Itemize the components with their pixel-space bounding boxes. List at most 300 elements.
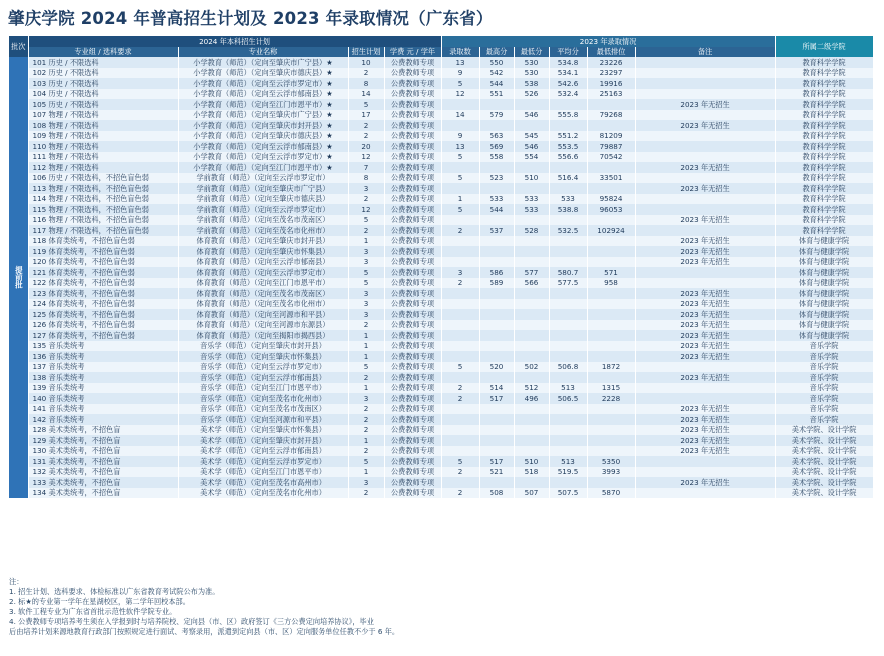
cell-plan: 3 — [348, 288, 384, 299]
table-row — [9, 393, 873, 404]
cell-avg-score: 506.8 — [549, 362, 587, 373]
table-row — [9, 351, 873, 362]
cell-code: 101 历史 / 不限选科 — [28, 57, 178, 68]
cell-plan: 20 — [348, 141, 384, 152]
cell-code: 139 音乐类统考 — [28, 383, 178, 394]
cell-max-score: 523 — [479, 173, 514, 184]
cell-major: 小学教育（师范）（定向至云浮市郁南县）★ — [178, 89, 348, 100]
table-row — [9, 467, 873, 478]
cell-code: 117 物理 / 不限选科，不招色盲色弱 — [28, 225, 178, 236]
table-row — [9, 330, 873, 341]
cell-major: 小学教育（师范）（定向至云浮市郁南县）★ — [178, 141, 348, 152]
cell-admit-count: 3 — [441, 267, 479, 278]
cell-code: 134 美术类统考，不招色盲 — [28, 488, 178, 499]
cell-max-score — [479, 425, 514, 436]
cell-remark — [635, 383, 775, 394]
cell-max-score: 586 — [479, 267, 514, 278]
cell-avg-score: 534.1 — [549, 68, 587, 79]
cell-remark — [635, 57, 775, 68]
cell-max-score: 537 — [479, 225, 514, 236]
cell-plan: 5 — [348, 215, 384, 226]
cell-fee: 公费教师专项 — [384, 173, 441, 184]
cell-plan: 5 — [348, 99, 384, 110]
cell-remark — [635, 225, 775, 236]
table-row — [9, 78, 873, 89]
cell-admit-count: 5 — [441, 152, 479, 163]
cell-avg-score — [549, 236, 587, 247]
cell-fee: 公费教师专项 — [384, 456, 441, 467]
cell-admit-count: 5 — [441, 362, 479, 373]
cell-code: 107 物理 / 不限选科 — [28, 110, 178, 121]
cell-max-score — [479, 341, 514, 352]
cell-fee: 公费教师专项 — [384, 309, 441, 320]
cell-college: 教育科学学院 — [775, 173, 873, 184]
table-body — [9, 57, 873, 498]
header-plan-2024: 2024 年本科招生计划 — [28, 36, 441, 47]
cell-admit-count: 2 — [441, 488, 479, 499]
cell-remark: 2023 年无招生 — [635, 425, 775, 436]
cell-fee: 公费教师专项 — [384, 320, 441, 331]
cell-min-rank — [587, 99, 635, 110]
cell-college: 音乐学院 — [775, 351, 873, 362]
cell-college: 体育与健康学院 — [775, 257, 873, 268]
cell-major: 小学教育（师范）（定向至云浮市罗定市）★ — [178, 152, 348, 163]
table-row — [9, 162, 873, 173]
cell-fee: 公费教师专项 — [384, 299, 441, 310]
table-row — [9, 425, 873, 436]
cell-fee: 公费教师专项 — [384, 446, 441, 457]
cell-code: 127 体育类统考，不招色盲色弱 — [28, 330, 178, 341]
cell-code: 116 物理 / 不限选科，不招色盲色弱 — [28, 215, 178, 226]
cell-college: 美术学院、设计学院 — [775, 425, 873, 436]
cell-min-score — [514, 320, 549, 331]
cell-admit-count: 9 — [441, 131, 479, 142]
cell-max-score — [479, 435, 514, 446]
cell-avg-score: 533 — [549, 194, 587, 205]
cell-admit-count — [441, 414, 479, 425]
cell-plan: 1 — [348, 351, 384, 362]
cell-remark: 2023 年无招生 — [635, 341, 775, 352]
cell-min-score — [514, 120, 549, 131]
cell-avg-score — [549, 404, 587, 415]
cell-min-rank: 102924 — [587, 225, 635, 236]
cell-major: 美术学（师范）（定向至茂名市高州市） — [178, 477, 348, 488]
cell-code: 113 物理 / 不限选科，不招色盲色弱 — [28, 183, 178, 194]
table-row — [9, 267, 873, 278]
cell-major: 学前教育（师范）（定向至云浮市罗定市） — [178, 173, 348, 184]
cell-major: 小学教育（师范）（定向至江门市恩平市）★ — [178, 162, 348, 173]
cell-min-rank — [587, 162, 635, 173]
cell-college: 美术学院、设计学院 — [775, 488, 873, 499]
cell-plan: 2 — [348, 425, 384, 436]
cell-major: 体育教育（师范）（定向至茂名市茂南区） — [178, 288, 348, 299]
cell-college: 体育与健康学院 — [775, 267, 873, 278]
header-avg: 平均分 — [549, 47, 587, 58]
cell-admit-count — [441, 446, 479, 457]
cell-admit-count: 5 — [441, 173, 479, 184]
cell-min-score: 512 — [514, 383, 549, 394]
cell-min-rank: 81209 — [587, 131, 635, 142]
cell-major: 美术学（师范）（定向至云浮市罗定市） — [178, 456, 348, 467]
cell-major: 学前教育（师范）（定向至肇庆市德庆县） — [178, 194, 348, 205]
cell-college: 音乐学院 — [775, 414, 873, 425]
cell-min-score — [514, 236, 549, 247]
cell-max-score — [479, 414, 514, 425]
table-row — [9, 372, 873, 383]
cell-min-rank: 571 — [587, 267, 635, 278]
cell-admit-count — [441, 372, 479, 383]
cell-plan: 12 — [348, 204, 384, 215]
cell-plan: 1 — [348, 467, 384, 478]
cell-max-score — [479, 99, 514, 110]
cell-remark: 2023 年无招生 — [635, 404, 775, 415]
cell-major: 音乐学（师范）（定向至肇庆市封开县） — [178, 341, 348, 352]
cell-major: 音乐学（师范）（定向至云浮市罗定市） — [178, 362, 348, 373]
header-major: 专业名称 — [178, 47, 348, 58]
cell-college: 音乐学院 — [775, 404, 873, 415]
cell-code: 131 美术类统考，不招色盲 — [28, 456, 178, 467]
cell-fee: 公费教师专项 — [384, 68, 441, 79]
cell-code: 126 体育类统考，不招色盲色弱 — [28, 320, 178, 331]
cell-min-rank: 958 — [587, 278, 635, 289]
cell-min-score — [514, 246, 549, 257]
cell-max-score: 514 — [479, 383, 514, 394]
table-row — [9, 89, 873, 100]
cell-min-score: 533 — [514, 194, 549, 205]
cell-min-score — [514, 341, 549, 352]
cell-plan: 17 — [348, 110, 384, 121]
cell-min-score — [514, 404, 549, 415]
cell-remark: 2023 年无招生 — [635, 330, 775, 341]
table-row — [9, 68, 873, 79]
cell-fee: 公费教师专项 — [384, 488, 441, 499]
cell-min-rank: 23226 — [587, 57, 635, 68]
cell-max-score — [479, 215, 514, 226]
cell-fee: 公费教师专项 — [384, 110, 441, 121]
cell-college: 教育科学学院 — [775, 99, 873, 110]
cell-min-score: 496 — [514, 393, 549, 404]
cell-remark: 2023 年无招生 — [635, 183, 775, 194]
cell-fee: 公费教师专项 — [384, 362, 441, 373]
cell-admit-count — [441, 320, 479, 331]
table-row — [9, 362, 873, 373]
cell-remark: 2023 年无招生 — [635, 351, 775, 362]
note-line: 1. 招生计划、选科要求、体检标准以广东省教育考试院公布为准。 — [9, 587, 220, 596]
cell-fee: 公费教师专项 — [384, 257, 441, 268]
cell-avg-score — [549, 330, 587, 341]
cell-remark: 2023 年无招生 — [635, 414, 775, 425]
cell-min-rank — [587, 120, 635, 131]
cell-plan: 10 — [348, 57, 384, 68]
cell-plan: 2 — [348, 404, 384, 415]
cell-admit-count — [441, 477, 479, 488]
cell-min-score — [514, 330, 549, 341]
cell-code: 114 物理 / 不限选科，不招色盲色弱 — [28, 194, 178, 205]
cell-max-score — [479, 288, 514, 299]
cell-plan: 2 — [348, 320, 384, 331]
cell-fee: 公费教师专项 — [384, 183, 441, 194]
cell-remark: 2023 年无招生 — [635, 435, 775, 446]
cell-min-rank: 79268 — [587, 110, 635, 121]
table-row — [9, 320, 873, 331]
cell-college: 教育科学学院 — [775, 225, 873, 236]
table-row — [9, 299, 873, 310]
cell-code: 110 物理 / 不限选科 — [28, 141, 178, 152]
page-title: 肇庆学院 2024 年普高招生计划及 2023 年录取情况（广东省） — [8, 9, 493, 28]
cell-min-rank — [587, 215, 635, 226]
table-row — [9, 131, 873, 142]
cell-plan: 3 — [348, 183, 384, 194]
cell-avg-score: 553.5 — [549, 141, 587, 152]
cell-code: 105 历史 / 不限选科 — [28, 99, 178, 110]
cell-fee: 公费教师专项 — [384, 78, 441, 89]
cell-major: 体育教育（师范）（定向至江门市恩平市） — [178, 278, 348, 289]
cell-min-rank: 33501 — [587, 173, 635, 184]
cell-admit-count: 13 — [441, 141, 479, 152]
batch-cell: 提前批 — [9, 57, 28, 498]
cell-fee: 公费教师专项 — [384, 57, 441, 68]
cell-avg-score — [549, 477, 587, 488]
cell-remark — [635, 110, 775, 121]
cell-code: 137 音乐类统考 — [28, 362, 178, 373]
cell-max-score: 520 — [479, 362, 514, 373]
cell-college: 体育与健康学院 — [775, 320, 873, 331]
cell-fee: 公费教师专项 — [384, 246, 441, 257]
cell-remark — [635, 393, 775, 404]
cell-college: 体育与健康学院 — [775, 330, 873, 341]
cell-avg-score: 555.8 — [549, 110, 587, 121]
cell-admit-count — [441, 236, 479, 247]
cell-avg-score: 542.6 — [549, 78, 587, 89]
cell-admit-count — [441, 246, 479, 257]
cell-code: 135 音乐类统考 — [28, 341, 178, 352]
cell-remark: 2023 年无招生 — [635, 99, 775, 110]
cell-max-score — [479, 351, 514, 362]
cell-avg-score: 516.4 — [549, 173, 587, 184]
cell-college: 教育科学学院 — [775, 162, 873, 173]
cell-max-score — [479, 299, 514, 310]
cell-college: 教育科学学院 — [775, 204, 873, 215]
cell-max-score: 542 — [479, 68, 514, 79]
cell-plan: 3 — [348, 309, 384, 320]
cell-avg-score — [549, 435, 587, 446]
cell-college: 教育科学学院 — [775, 131, 873, 142]
cell-plan: 5 — [348, 278, 384, 289]
cell-major: 体育教育（师范）（定向至茂名市化州市） — [178, 299, 348, 310]
cell-college: 美术学院、设计学院 — [775, 477, 873, 488]
cell-min-rank: 1872 — [587, 362, 635, 373]
cell-min-score: 577 — [514, 267, 549, 278]
table-row — [9, 341, 873, 352]
cell-plan: 1 — [348, 236, 384, 247]
table-row — [9, 278, 873, 289]
cell-admit-count — [441, 183, 479, 194]
cell-max-score: 517 — [479, 456, 514, 467]
cell-max-score: 563 — [479, 131, 514, 142]
cell-college: 音乐学院 — [775, 341, 873, 352]
cell-admit-count: 2 — [441, 225, 479, 236]
cell-code: 111 物理 / 不限选科 — [28, 152, 178, 163]
cell-admit-count — [441, 120, 479, 131]
cell-admit-count — [441, 435, 479, 446]
cell-major: 音乐学（师范）（定向至茂名市化州市） — [178, 393, 348, 404]
cell-min-rank: 5870 — [587, 488, 635, 499]
cell-min-rank — [587, 435, 635, 446]
header-remark: 备注 — [635, 47, 775, 58]
cell-college: 体育与健康学院 — [775, 288, 873, 299]
cell-min-score: 546 — [514, 141, 549, 152]
cell-code: 102 历史 / 不限选科 — [28, 68, 178, 79]
cell-fee: 公费教师专项 — [384, 341, 441, 352]
cell-remark: 2023 年无招生 — [635, 120, 775, 131]
cell-code: 112 物理 / 不限选科 — [28, 162, 178, 173]
cell-avg-score — [549, 162, 587, 173]
cell-college: 体育与健康学院 — [775, 299, 873, 310]
cell-college: 教育科学学院 — [775, 183, 873, 194]
cell-code: 103 历史 / 不限选科 — [28, 78, 178, 89]
cell-remark: 2023 年无招生 — [635, 446, 775, 457]
note-line: 注： — [9, 577, 24, 586]
cell-max-score — [479, 477, 514, 488]
cell-major: 小学教育（师范）（定向至肇庆市广宁县）★ — [178, 110, 348, 121]
note-line: 后由培养计划来源地教育行政部门按照规定进行面试、考察录用，派遣到定向县（市、区）定向服务单位任教不少于 6 年。 — [9, 627, 400, 636]
note-line: 2. 标★的专业第一学年在星湖校区，第二学年回校本部。 — [9, 597, 190, 606]
cell-remark: 2023 年无招生 — [635, 215, 775, 226]
cell-code: 138 音乐类统考 — [28, 372, 178, 383]
cell-min-score: 528 — [514, 225, 549, 236]
cell-remark — [635, 278, 775, 289]
cell-min-score: 566 — [514, 278, 549, 289]
cell-code: 140 音乐类统考 — [28, 393, 178, 404]
cell-admit-count — [441, 299, 479, 310]
cell-plan: 1 — [348, 435, 384, 446]
cell-fee: 公费教师专项 — [384, 425, 441, 436]
cell-fee: 公费教师专项 — [384, 330, 441, 341]
cell-college: 美术学院、设计学院 — [775, 435, 873, 446]
cell-avg-score: 506.5 — [549, 393, 587, 404]
cell-max-score — [479, 183, 514, 194]
cell-avg-score: 513 — [549, 456, 587, 467]
table-row — [9, 288, 873, 299]
cell-avg-score — [549, 446, 587, 457]
cell-min-rank — [587, 288, 635, 299]
cell-fee: 公费教师专项 — [384, 152, 441, 163]
cell-min-score: 502 — [514, 362, 549, 373]
cell-major: 学前教育（师范）（定向至茂名市化州市） — [178, 225, 348, 236]
cell-major: 体育教育（师范）（定向至云浮市罗定市） — [178, 267, 348, 278]
cell-min-score — [514, 309, 549, 320]
cell-college: 体育与健康学院 — [775, 236, 873, 247]
cell-avg-score — [549, 257, 587, 268]
cell-code: 141 音乐类统考 — [28, 404, 178, 415]
cell-plan: 2 — [348, 225, 384, 236]
cell-major: 美术学（师范）（定向至云浮市郁南县） — [178, 446, 348, 457]
cell-min-score — [514, 257, 549, 268]
cell-major: 体育教育（师范）（定向至云浮市郁南县） — [178, 257, 348, 268]
cell-max-score: 533 — [479, 194, 514, 205]
cell-fee: 公费教师专项 — [384, 467, 441, 478]
cell-code: 125 体育类统考，不招色盲色弱 — [28, 309, 178, 320]
notes — [9, 577, 875, 637]
cell-college: 教育科学学院 — [775, 215, 873, 226]
cell-avg-score — [549, 299, 587, 310]
header-plan: 招生计划 — [348, 47, 384, 58]
cell-major: 学前教育（师范）（定向至茂名市茂南区） — [178, 215, 348, 226]
cell-college: 教育科学学院 — [775, 89, 873, 100]
cell-plan: 5 — [348, 267, 384, 278]
cell-code: 121 体育类统考，不招色盲色弱 — [28, 267, 178, 278]
table-row — [9, 257, 873, 268]
cell-major: 小学教育（师范）（定向至云浮市罗定市）★ — [178, 78, 348, 89]
cell-min-rank — [587, 320, 635, 331]
cell-min-score — [514, 99, 549, 110]
table-row — [9, 141, 873, 152]
cell-code: 118 体育类统考，不招色盲色弱 — [28, 236, 178, 247]
cell-admit-count: 5 — [441, 78, 479, 89]
table-row — [9, 246, 873, 257]
cell-code: 119 体育类统考，不招色盲色弱 — [28, 246, 178, 257]
cell-min-rank — [587, 183, 635, 194]
cell-fee: 公费教师专项 — [384, 204, 441, 215]
cell-admit-count — [441, 425, 479, 436]
cell-min-score — [514, 414, 549, 425]
cell-min-rank: 19916 — [587, 78, 635, 89]
cell-avg-score — [549, 288, 587, 299]
cell-max-score — [479, 330, 514, 341]
cell-max-score: 550 — [479, 57, 514, 68]
cell-fee: 公费教师专项 — [384, 383, 441, 394]
cell-college: 体育与健康学院 — [775, 278, 873, 289]
cell-fee: 公费教师专项 — [384, 236, 441, 247]
cell-remark — [635, 456, 775, 467]
table-row — [9, 194, 873, 205]
cell-min-rank — [587, 446, 635, 457]
table-row — [9, 152, 873, 163]
cell-major: 音乐学（师范）（定向至肇庆市怀集县） — [178, 351, 348, 362]
cell-min-score — [514, 372, 549, 383]
cell-fee: 公费教师专项 — [384, 435, 441, 446]
table-row — [9, 204, 873, 215]
cell-plan: 5 — [348, 456, 384, 467]
cell-major: 美术学（师范）（定向至茂名市化州市） — [178, 488, 348, 499]
cell-max-score — [479, 372, 514, 383]
cell-college: 教育科学学院 — [775, 120, 873, 131]
cell-admit-count: 5 — [441, 456, 479, 467]
cell-max-score — [479, 309, 514, 320]
cell-plan: 5 — [348, 362, 384, 373]
cell-remark — [635, 89, 775, 100]
cell-code: 136 音乐类统考 — [28, 351, 178, 362]
cell-min-score: 530 — [514, 57, 549, 68]
table-row — [9, 57, 873, 68]
cell-min-rank: 25163 — [587, 89, 635, 100]
cell-max-score — [479, 120, 514, 131]
table-row — [9, 383, 873, 394]
cell-plan: 7 — [348, 162, 384, 173]
cell-min-rank — [587, 425, 635, 436]
cell-fee: 公费教师专项 — [384, 99, 441, 110]
cell-admit-count — [441, 162, 479, 173]
cell-college: 美术学院、设计学院 — [775, 467, 873, 478]
cell-fee: 公费教师专项 — [384, 393, 441, 404]
cell-max-score — [479, 257, 514, 268]
cell-admit-count: 5 — [441, 204, 479, 215]
cell-avg-score: 556.6 — [549, 152, 587, 163]
cell-major: 学前教育（师范）（定向至肇庆市广宁县） — [178, 183, 348, 194]
cell-admit-count: 2 — [441, 383, 479, 394]
cell-college: 音乐学院 — [775, 362, 873, 373]
cell-major: 小学教育（师范）（定向至肇庆市广宁县）★ — [178, 57, 348, 68]
